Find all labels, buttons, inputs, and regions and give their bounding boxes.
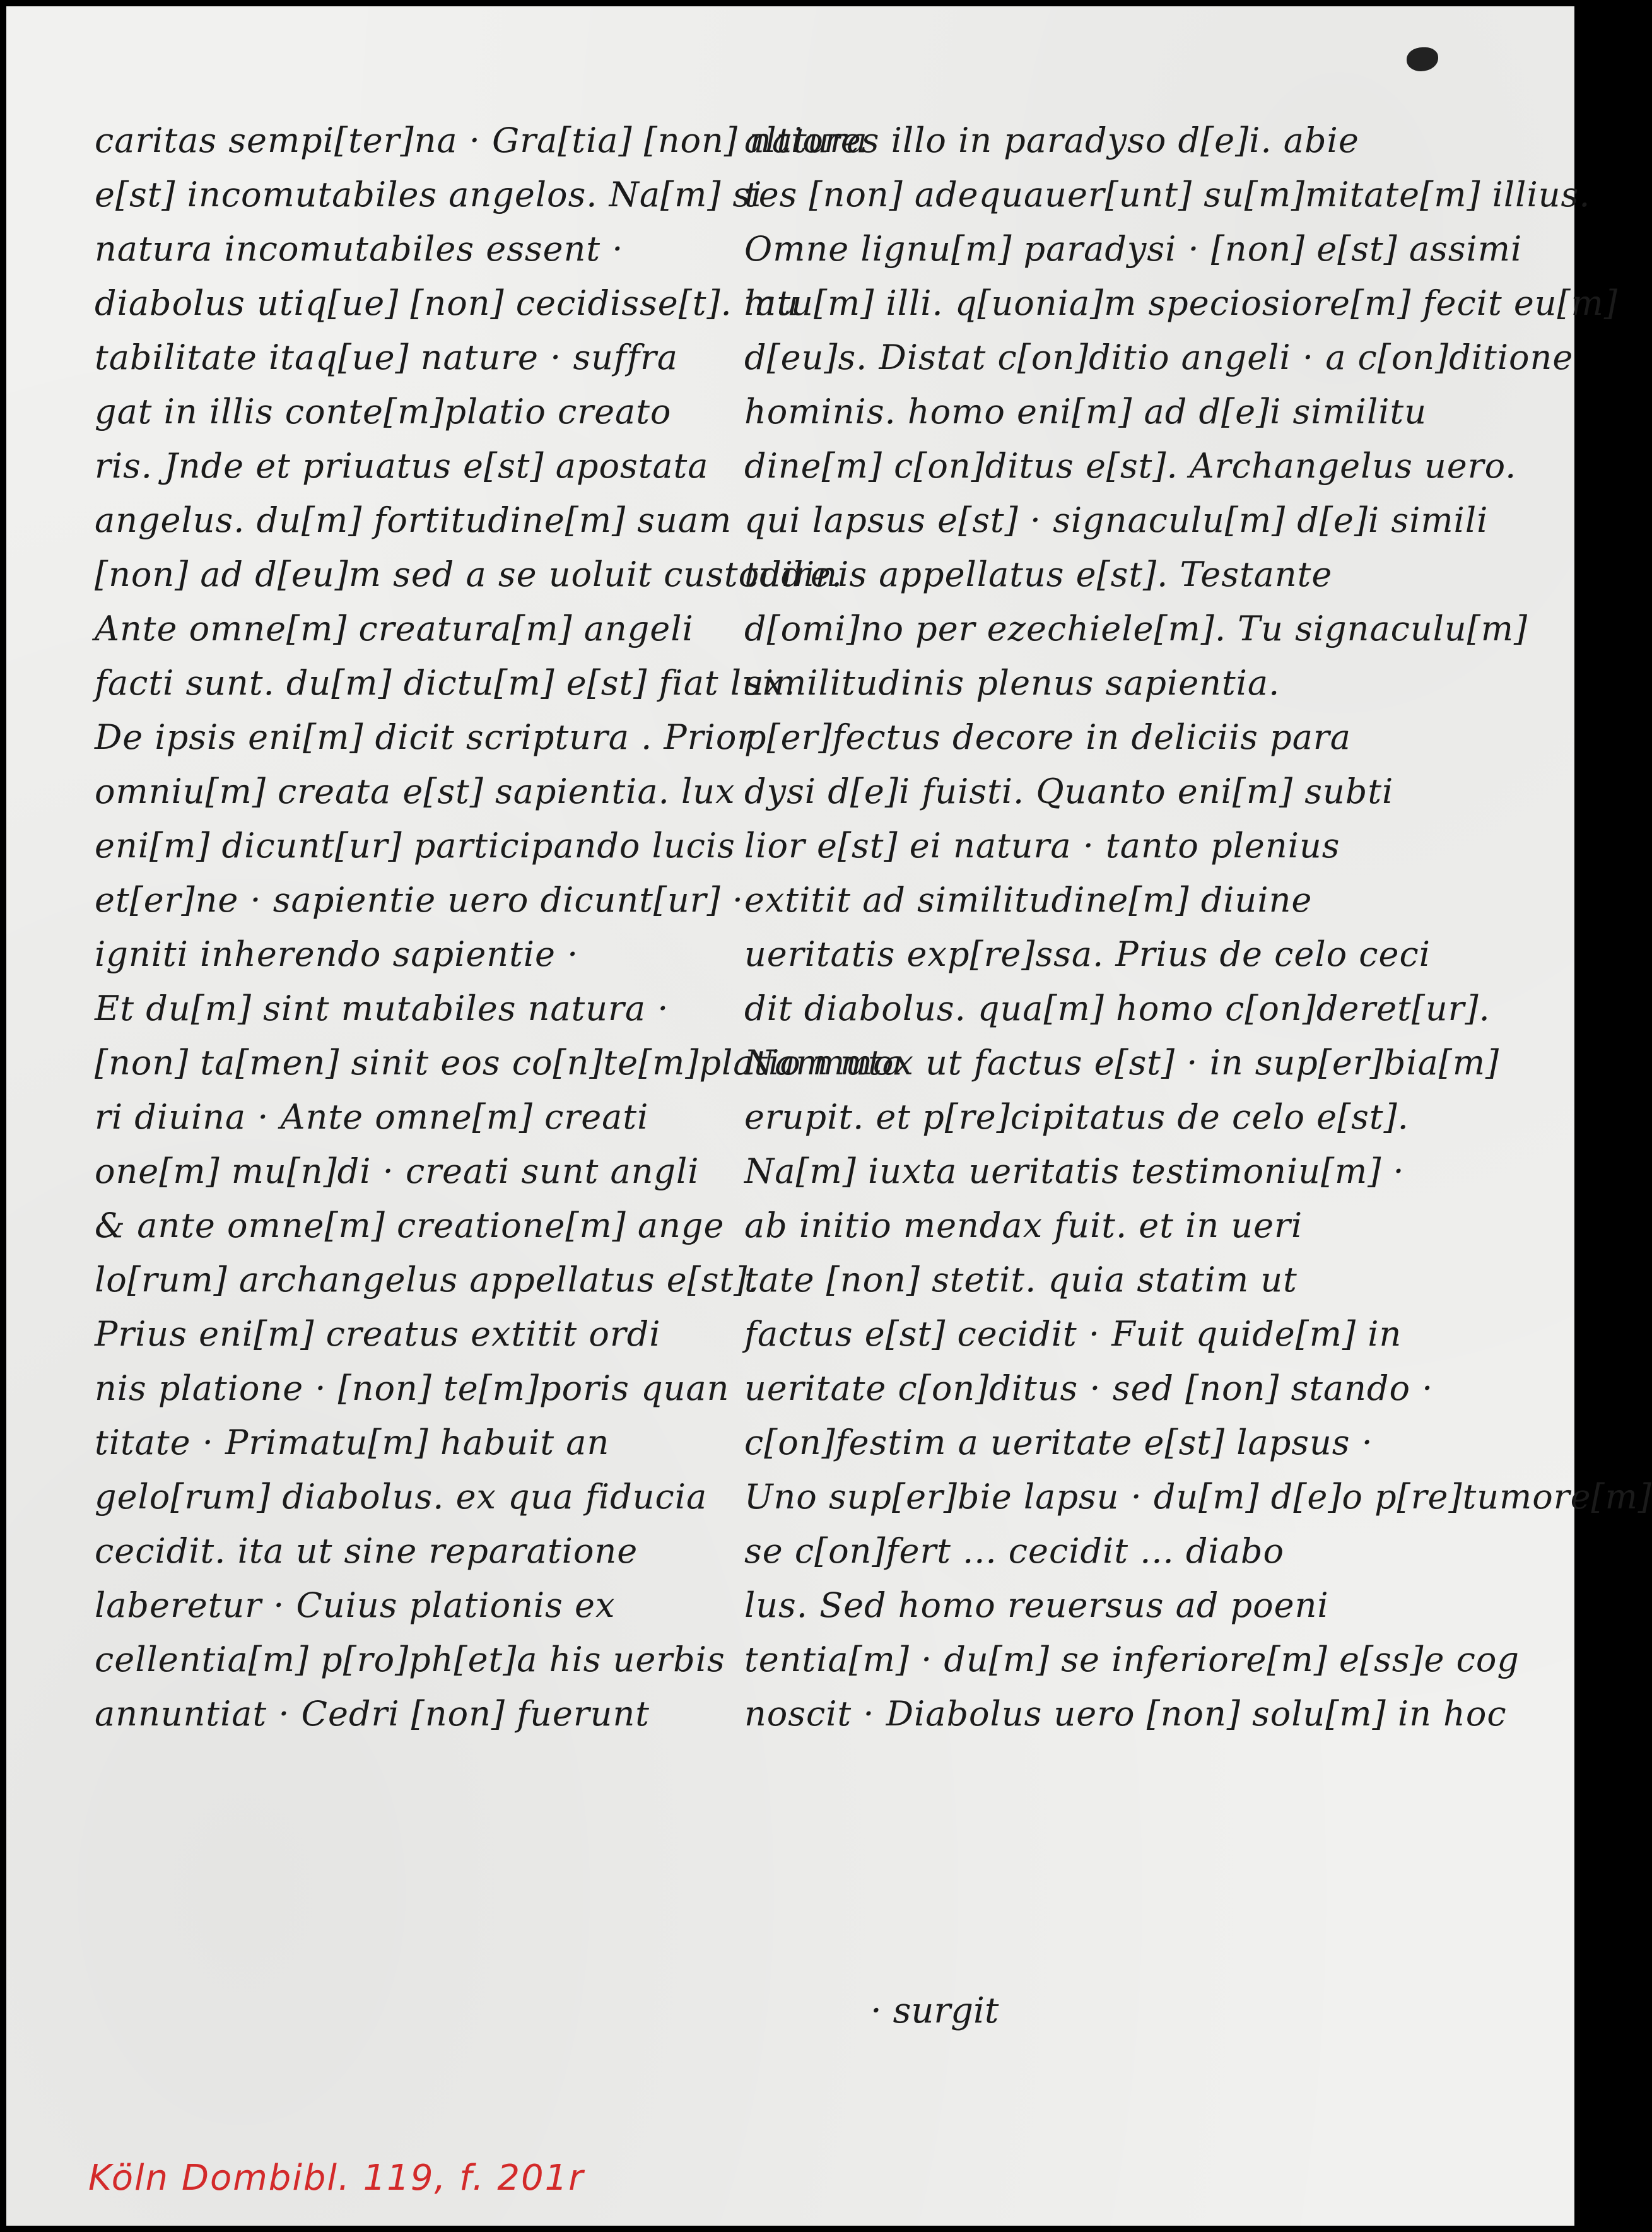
text-line: Omne lignu[m] paradysi · [non] e[st] assimi — [744, 229, 1523, 269]
text-line: ueritatis exp[re]ssa. Prius de celo ceci — [744, 934, 1431, 974]
text-line: lus. Sed homo reuersus ad poeni — [744, 1585, 1329, 1625]
shelfmark-annotation: Köln Dombibl. 119, f. 201r — [88, 2158, 585, 2199]
text-line: eni[m] dicunt[ur] participando lucis — [95, 826, 735, 866]
text-line: factus e[st] cecidit · Fuit quide[m] in — [744, 1314, 1402, 1354]
text-line: erupit. et p[re]cipitatus de celo e[st]. — [744, 1097, 1409, 1137]
text-line: Prius eni[m] creatus extitit ordi — [95, 1314, 661, 1354]
text-line: d[omi]no per ezechiele[m]. Tu signaculu[m] — [744, 609, 1528, 649]
text-line: d[eu]s. Distat c[on]ditio angeli · a c[on]ditione — [744, 338, 1574, 377]
text-line: tentia[m] · du[m] se inferiore[m] e[ss]e cog — [744, 1640, 1520, 1679]
text-line: p[er]fectus decore in deliciis para — [744, 717, 1351, 757]
text-line: tudinis appellatus e[st]. Testante — [744, 555, 1333, 594]
text-line: laberetur · Cuius plationis ex — [95, 1585, 616, 1625]
text-line: e[st] incomutabiles angelos. Na[m] si — [95, 175, 763, 214]
text-line: lior e[st] ei natura · tanto plenius — [744, 826, 1340, 866]
text-line: ri diuina · Ante omne[m] creati — [95, 1097, 649, 1137]
right-text-column — [744, 114, 1652, 1741]
text-line: one[m] mu[n]di · creati sunt angli — [95, 1151, 700, 1191]
text-line: tabilitate itaq[ue] nature · suffra — [95, 338, 678, 377]
text-line: altiores illo in paradyso d[e]i. abie — [744, 120, 1359, 160]
text-line: ab initio mendax fuit. et in ueri — [744, 1206, 1303, 1245]
text-line: igniti inherendo sapientie · — [95, 934, 579, 974]
text-line: dysi d[e]i fuisti. Quanto eni[m] subti — [744, 772, 1394, 811]
text-line: c[on]festim a ueritate e[st] lapsus · — [744, 1423, 1373, 1462]
text-line: tate [non] stetit. quia statim ut — [744, 1260, 1298, 1300]
text-line: extitit ad similitudine[m] diuine — [744, 880, 1313, 920]
text-line: cellentia[m] p[ro]ph[et]a his uerbis — [95, 1640, 725, 1679]
text-line: ueritate c[on]ditus · sed [non] stando · — [744, 1368, 1434, 1408]
text-line: & ante omne[m] creatione[m] ange — [95, 1206, 725, 1245]
text-line: tes [non] adequauer[unt] su[m]mitate[m] illius. — [744, 175, 1591, 214]
text-line: dit diabolus. qua[m] homo c[on]deret[ur]. — [744, 989, 1491, 1028]
text-line: Uno sup[er]bie lapsu · du[m] d[e]o p[re]tumore[m] — [744, 1477, 1652, 1517]
text-line: ris. Jnde et priuatus e[st] apostata — [95, 446, 709, 486]
text-line: et[er]ne · sapientie uero dicunt[ur] · — [95, 880, 744, 920]
ink-blot — [1407, 47, 1438, 71]
text-line: Nam mox ut factus e[st] · in sup[er]bia[m] — [744, 1043, 1500, 1083]
text-line: dine[m] c[on]ditus e[st]. Archangelus uero. — [744, 446, 1517, 486]
text-line: annuntiat · Cedri [non] fuerunt — [95, 1694, 650, 1734]
text-line: diabolus utiq[ue] [non] cecidisse[t]. mu — [95, 283, 799, 323]
manuscript-page — [6, 6, 1652, 2226]
text-line: latu[m] illi. q[uonia]m speciosiore[m] fecit eu[m] — [744, 283, 1618, 323]
text-line: De ipsis eni[m] dicit scriptura . Prior — [95, 717, 754, 757]
text-line: omniu[m] creata e[st] sapientia. lux — [95, 772, 735, 811]
text-line: angelus. du[m] fortitudine[m] suam — [95, 500, 732, 540]
text-line: similitudinis plenus sapientia. — [744, 663, 1280, 703]
text-line: nis platione · [non] te[m]poris quan — [95, 1368, 730, 1408]
text-line: titate · Primatu[m] habuit an — [95, 1423, 610, 1462]
text-line: qui lapsus e[st] · signaculu[m] d[e]i simili — [744, 500, 1489, 540]
text-line: Et du[m] sint mutabiles natura · — [95, 989, 669, 1028]
text-line: [non] ad d[eu]m sed a se uoluit custodire. — [95, 555, 843, 594]
text-line: hominis. homo eni[m] ad d[e]i similitu — [744, 392, 1427, 432]
text-line: cecidit. ita ut sine reparatione — [95, 1531, 638, 1571]
text-line: gat in illis conte[m]platio creato — [95, 392, 672, 432]
text-line: Ante omne[m] creatura[m] angeli — [95, 609, 694, 649]
text-line: [non] ta[men] sinit eos co[n]te[m]platio muta — [95, 1043, 903, 1083]
catchword: · surgit — [870, 1990, 999, 2031]
left-text-column — [95, 114, 903, 1741]
text-line: caritas sempi[ter]na · Gra[tia] [non] natura — [95, 120, 868, 160]
text-line: gelo[rum] diabolus. ex qua fiducia — [95, 1477, 708, 1517]
text-line: noscit · Diabolus uero [non] solu[m] in hoc — [744, 1694, 1507, 1734]
text-line: natura incomutabiles essent · — [95, 229, 624, 269]
text-line: se c[on]fert ... cecidit ... diabo — [744, 1531, 1284, 1571]
text-line: Na[m] iuxta ueritatis testimoniu[m] · — [744, 1151, 1405, 1191]
text-line: facti sunt. du[m] dictu[m] e[st] fiat lux. — [95, 663, 796, 703]
text-line: lo[rum] archangelus appellatus e[st]. — [95, 1260, 759, 1300]
